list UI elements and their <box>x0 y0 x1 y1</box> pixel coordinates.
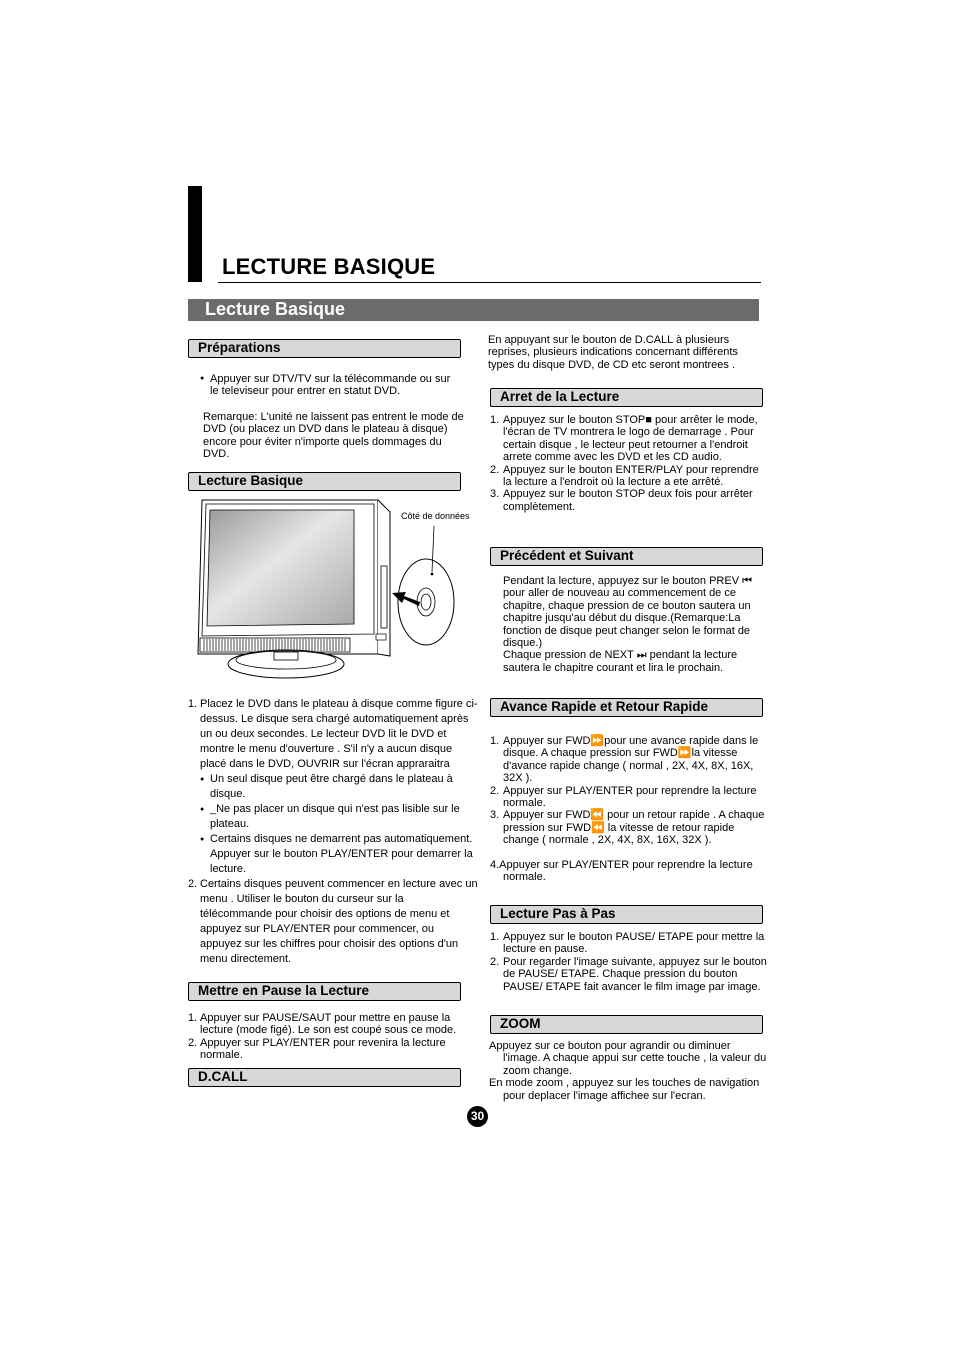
step-item-2 <box>490 956 768 993</box>
item-number: 2. <box>188 1036 198 1049</box>
ffrew-item-1-text: Appuyer sur FWD⏩pour une avance rapide dans le disque. A chaque pression sur FWD⏩la vitesse d'avance rapide change ( normal , 2X, 4X, 8X, 16X, 32X ). <box>503 735 759 785</box>
preparations-remark: Remarque: L'unité ne laissent pas entrent le mode de DVD (ou placez un DVD dans le plateau à disque) encore pour éviter n'importe quels dommages du DVD. <box>203 411 464 461</box>
section-band: Lecture Basique <box>188 299 759 321</box>
pause-item-2 <box>188 1037 468 1062</box>
figure-label-data-side: Côté de données <box>401 511 470 521</box>
item-number: 1. <box>188 1012 198 1024</box>
heading-lecture-basique: Lecture Basique <box>188 472 461 491</box>
item-number: 1. <box>490 735 500 747</box>
item-number: 3. <box>490 809 500 822</box>
prev-next-text <box>503 575 763 674</box>
pause-item-1 <box>188 1012 468 1037</box>
item-number: 2. <box>490 955 500 968</box>
stop-item-2 <box>490 464 765 489</box>
step-item-2-text: Pour regarder l'image suivante, appuyez sur le bouton de PAUSE/ ETAPE. Chaque pression du bouton PAUSE/ ETAPE fait avancer le film image par image. <box>503 955 767 993</box>
heading-dcall: D.CALL <box>188 1068 461 1087</box>
stop-instructions <box>490 414 765 513</box>
zoom-para-2: En mode zoom , appuyez sur les touches de navigation pour deplacer l'image affichee sur l'ecran. <box>489 1077 760 1102</box>
heading-step: Lecture Pas à Pas <box>490 905 763 924</box>
preparations-bullet-text: Appuyer sur DTV/TV sur la télécommande ou sur le televiseur pour entrer en statut DVD. <box>210 373 451 398</box>
lecture-bullet-2 <box>200 802 478 832</box>
step-item-1-text: Appuyez sur le bouton PAUSE/ ETAPE pour mettre la lecture en pause. <box>503 931 765 956</box>
ffrew-item-1 <box>490 735 765 785</box>
lecture-instructions <box>188 697 478 967</box>
pause-item-2-text: Appuyer sur PLAY/ENTER pour revenira la lecture normale. <box>200 1036 446 1062</box>
lecture-item-1 <box>188 697 478 772</box>
preparations-bullet <box>200 373 460 398</box>
pause-item-1-text: Appuyer sur PAUSE/SAUT pour mettre en pause la lecture (mode figé). Le son est coupé sous ce mode. <box>200 1012 457 1037</box>
tv-illustration <box>194 496 484 682</box>
zoom-text <box>489 1040 767 1102</box>
step-instructions <box>490 931 768 993</box>
lecture-bullet-3-text: Certains disques ne demarrent pas automatiquement. Appuyer sur le bouton PLAY/ENTER pour demarrer la lecture. <box>210 833 473 875</box>
item-number: 1. <box>490 931 500 943</box>
pause-instructions <box>188 1012 468 1062</box>
heading-prev-next: Précédent et Suivant <box>490 547 763 566</box>
item-number: 2. <box>490 463 500 476</box>
heading-stop: Arret de la Lecture <box>490 388 763 407</box>
stop-item-1-text: Appuyez sur le bouton STOP■ pour arrêter le mode, l'écran de TV montrera le logo de demarrage . Pour certain disque , le lecteur peut retourner a l'endroit arrete comme avec les DVD et les CD audio. <box>503 414 758 464</box>
dcall-description: En appuyant sur le bouton de D.CALL à plusieurs reprises, plusieurs indications concernant différents types du disque DVD, de CD etc seront montrees . <box>488 334 738 371</box>
ffrew-item-2-text: Appuyer sur PLAY/ENTER pour reprendre la lecture normale. <box>503 784 757 810</box>
step-item-1 <box>490 931 768 956</box>
item-number: 2. <box>188 878 198 890</box>
heading-pause: Mettre en Pause la Lecture <box>188 982 461 1001</box>
lecture-item-1-text: Placez le DVD dans le plateau à disque comme figure ci-dessus. Le disque sera chargé automatiquement après un ou deux secondes. Le lecteur DVD lit le DVD et montre le menu d'ouverture . S'il n'y a aucun disque placé dans le DVD, OUVRIR sur l'écran appraraitra <box>200 698 478 770</box>
heading-preparations: Préparations <box>188 339 461 358</box>
ffrew-item-2 <box>490 785 765 810</box>
heading-ffrew: Avance Rapide et Retour Rapide <box>490 698 763 717</box>
page-title: LECTURE BASIQUE <box>222 254 436 279</box>
dvd-loading-figure <box>194 496 484 682</box>
stop-item-2-text: Appuyez sur le bouton ENTER/PLAY pour reprendre la lecture a l'endroit où la lecture a ete arrêté. <box>503 463 759 489</box>
page-number-badge: 30 <box>467 1106 488 1127</box>
ffrew-instructions <box>490 735 765 883</box>
prev-next-para-1: Pendant la lecture, appuyez sur le bouton PREV ⏮ pour aller de nouveau au commencement de ce chapitre, chaque pression de ce bouton sautera un chapitre jusqu'au début du disque.(Remarque:La fonction de disque peut changer selon le format de disque.) <box>503 575 752 650</box>
title-rule <box>218 282 761 283</box>
ffrew-item-4: 4.Appuyer sur PLAY/ENTER pour reprendre la lecture normale. <box>490 858 753 884</box>
stop-item-1 <box>490 414 765 464</box>
heading-zoom: ZOOM <box>490 1015 763 1034</box>
page-tab-marker <box>188 186 202 282</box>
stop-item-3 <box>490 488 765 513</box>
lecture-bullet-1 <box>200 772 478 802</box>
zoom-para-1: Appuyez sur ce bouton pour agrandir ou diminuer l'image. A chaque appui sur cette touche , la valeur du zoom change. <box>489 1040 767 1077</box>
item-number: 2. <box>490 784 500 797</box>
lecture-bullet-3 <box>200 832 478 877</box>
ffrew-item-3 <box>490 809 765 846</box>
lecture-bullet-2-text: _Ne pas placer un disque qui n'est pas lisible sur le plateau. <box>210 803 460 830</box>
lecture-item-2-text: Certains disques peuvent commencer en lecture avec un menu . Utiliser le bouton du curseur sur la télécommande pour choisir des options de menu et appuyez sur PLAY/ENTER pour commencer, ou appuyez sur les chiffres pour choisir des options d'un menu directement. <box>200 878 478 965</box>
lecture-bullet-1-text: Un seul disque peut être chargé dans le plateau à disque. <box>210 773 453 800</box>
stop-item-3-text: Appuyez sur le bouton STOP deux fois pour arrêter complètement. <box>503 488 753 513</box>
lecture-item-2 <box>188 877 478 967</box>
prev-next-para-2: Chaque pression de NEXT ⏭ pendant la lecture sautera le chapitre courant et lira le prochain. <box>503 649 738 674</box>
ffrew-item-3-text: Appuyer sur FWD⏪ pour un retour rapide . A chaque pression sur FWD⏪ la vitesse de retour rapide change ( normale , 2X, 4X, 8X, 16X, 32X ). <box>503 809 765 847</box>
item-number: 1. <box>188 698 198 710</box>
item-number: 1. <box>490 414 500 426</box>
item-number: 3. <box>490 488 500 501</box>
